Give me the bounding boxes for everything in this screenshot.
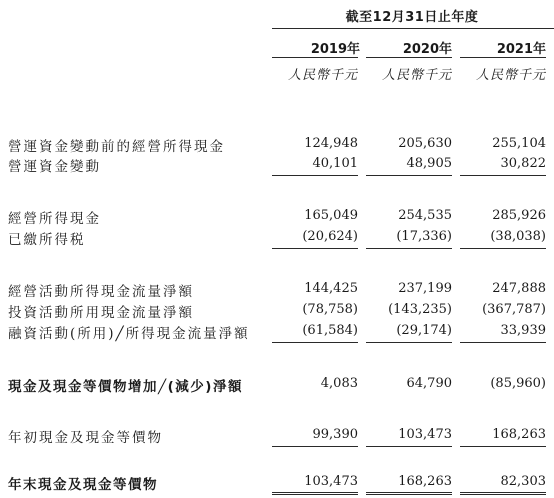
year-underline-2019 [272,57,358,58]
value-cell: 99,390 [312,427,358,442]
value-cell: 165,049 [304,208,358,223]
value-cell: 103,473 [304,474,358,489]
value-cell: (38,038) [490,229,546,244]
year-underline-2020 [366,57,452,58]
subtotal-rule [272,446,358,447]
subtotal-rule [460,446,546,447]
value-cell: 255,104 [492,136,546,151]
row-label-net-investing-cash-flow: 投資活動所用現金流量淨額 [8,305,194,321]
year-underline-2021 [460,57,546,58]
value-cell: 124,948 [304,136,358,151]
unit-2020: 人民幣千元 [381,68,452,83]
total-double-rule [366,492,452,495]
value-cell: (29,174) [396,323,452,338]
value-cell: (20,624) [302,229,358,244]
subtotal-rule [272,342,358,343]
subtotal-rule [366,342,452,343]
year-2019: 2019年 [310,42,360,57]
row-label-working-capital-change: 營運資金變動 [8,159,101,175]
row-label-net-operating-cash-flow: 經營活動所得現金流量淨額 [8,284,194,300]
value-cell: (78,758) [302,302,358,317]
value-cell: (17,336) [396,229,452,244]
subtotal-rule [366,175,452,176]
value-cell: (85,960) [490,376,546,391]
subtotal-rule [460,175,546,176]
subtotal-rule [460,248,546,249]
unit-2021: 人民幣千元 [475,68,546,83]
subtotal-rule [272,248,358,249]
unit-2019: 人民幣千元 [287,68,358,83]
value-cell: (143,235) [388,302,452,317]
period-underline [272,28,554,29]
value-cell: 168,263 [492,427,546,442]
row-label-income-tax-paid: 已繳所得税 [8,232,86,248]
value-cell: 4,083 [320,376,358,391]
value-cell: 48,905 [406,156,452,171]
year-2021: 2021年 [496,42,546,57]
value-cell: 254,535 [398,208,452,223]
value-cell: 30,822 [500,156,546,171]
value-cell: 205,630 [398,136,452,151]
row-label-cash-end-of-year: 年末現金及現金等價物 [8,477,158,493]
value-cell: 168,263 [398,474,452,489]
value-cell: (367,787) [482,302,546,317]
subtotal-rule [366,248,452,249]
value-cell: 247,888 [492,281,546,296]
value-cell: 40,101 [312,156,358,171]
value-cell: 33,939 [500,323,546,338]
subtotal-rule [366,446,452,447]
row-label-operating-cash-before-wc: 營運資金變動前的經營所得現金 [8,139,225,155]
value-cell: 103,473 [398,427,452,442]
period-heading: 截至12月31日止年度 [345,10,479,25]
row-label-net-change-in-cash: 現金及現金等價物增加╱(減少)淨額 [8,379,243,395]
value-cell: 285,926 [492,208,546,223]
row-label-cash-from-operations: 經營所得現金 [8,211,101,227]
subtotal-rule [460,342,546,343]
value-cell: 237,199 [398,281,452,296]
subtotal-rule [272,175,358,176]
value-cell: 82,303 [500,474,546,489]
row-label-cash-beginning-of-year: 年初現金及現金等價物 [8,430,163,446]
value-cell: (61,584) [302,323,358,338]
total-double-rule [460,492,546,495]
row-label-net-financing-cash-flow: 融資活動(所用)╱所得現金流量淨額 [8,326,250,342]
value-cell: 144,425 [304,281,358,296]
value-cell: 64,790 [406,376,452,391]
year-2020: 2020年 [402,42,452,57]
total-double-rule [272,492,358,495]
